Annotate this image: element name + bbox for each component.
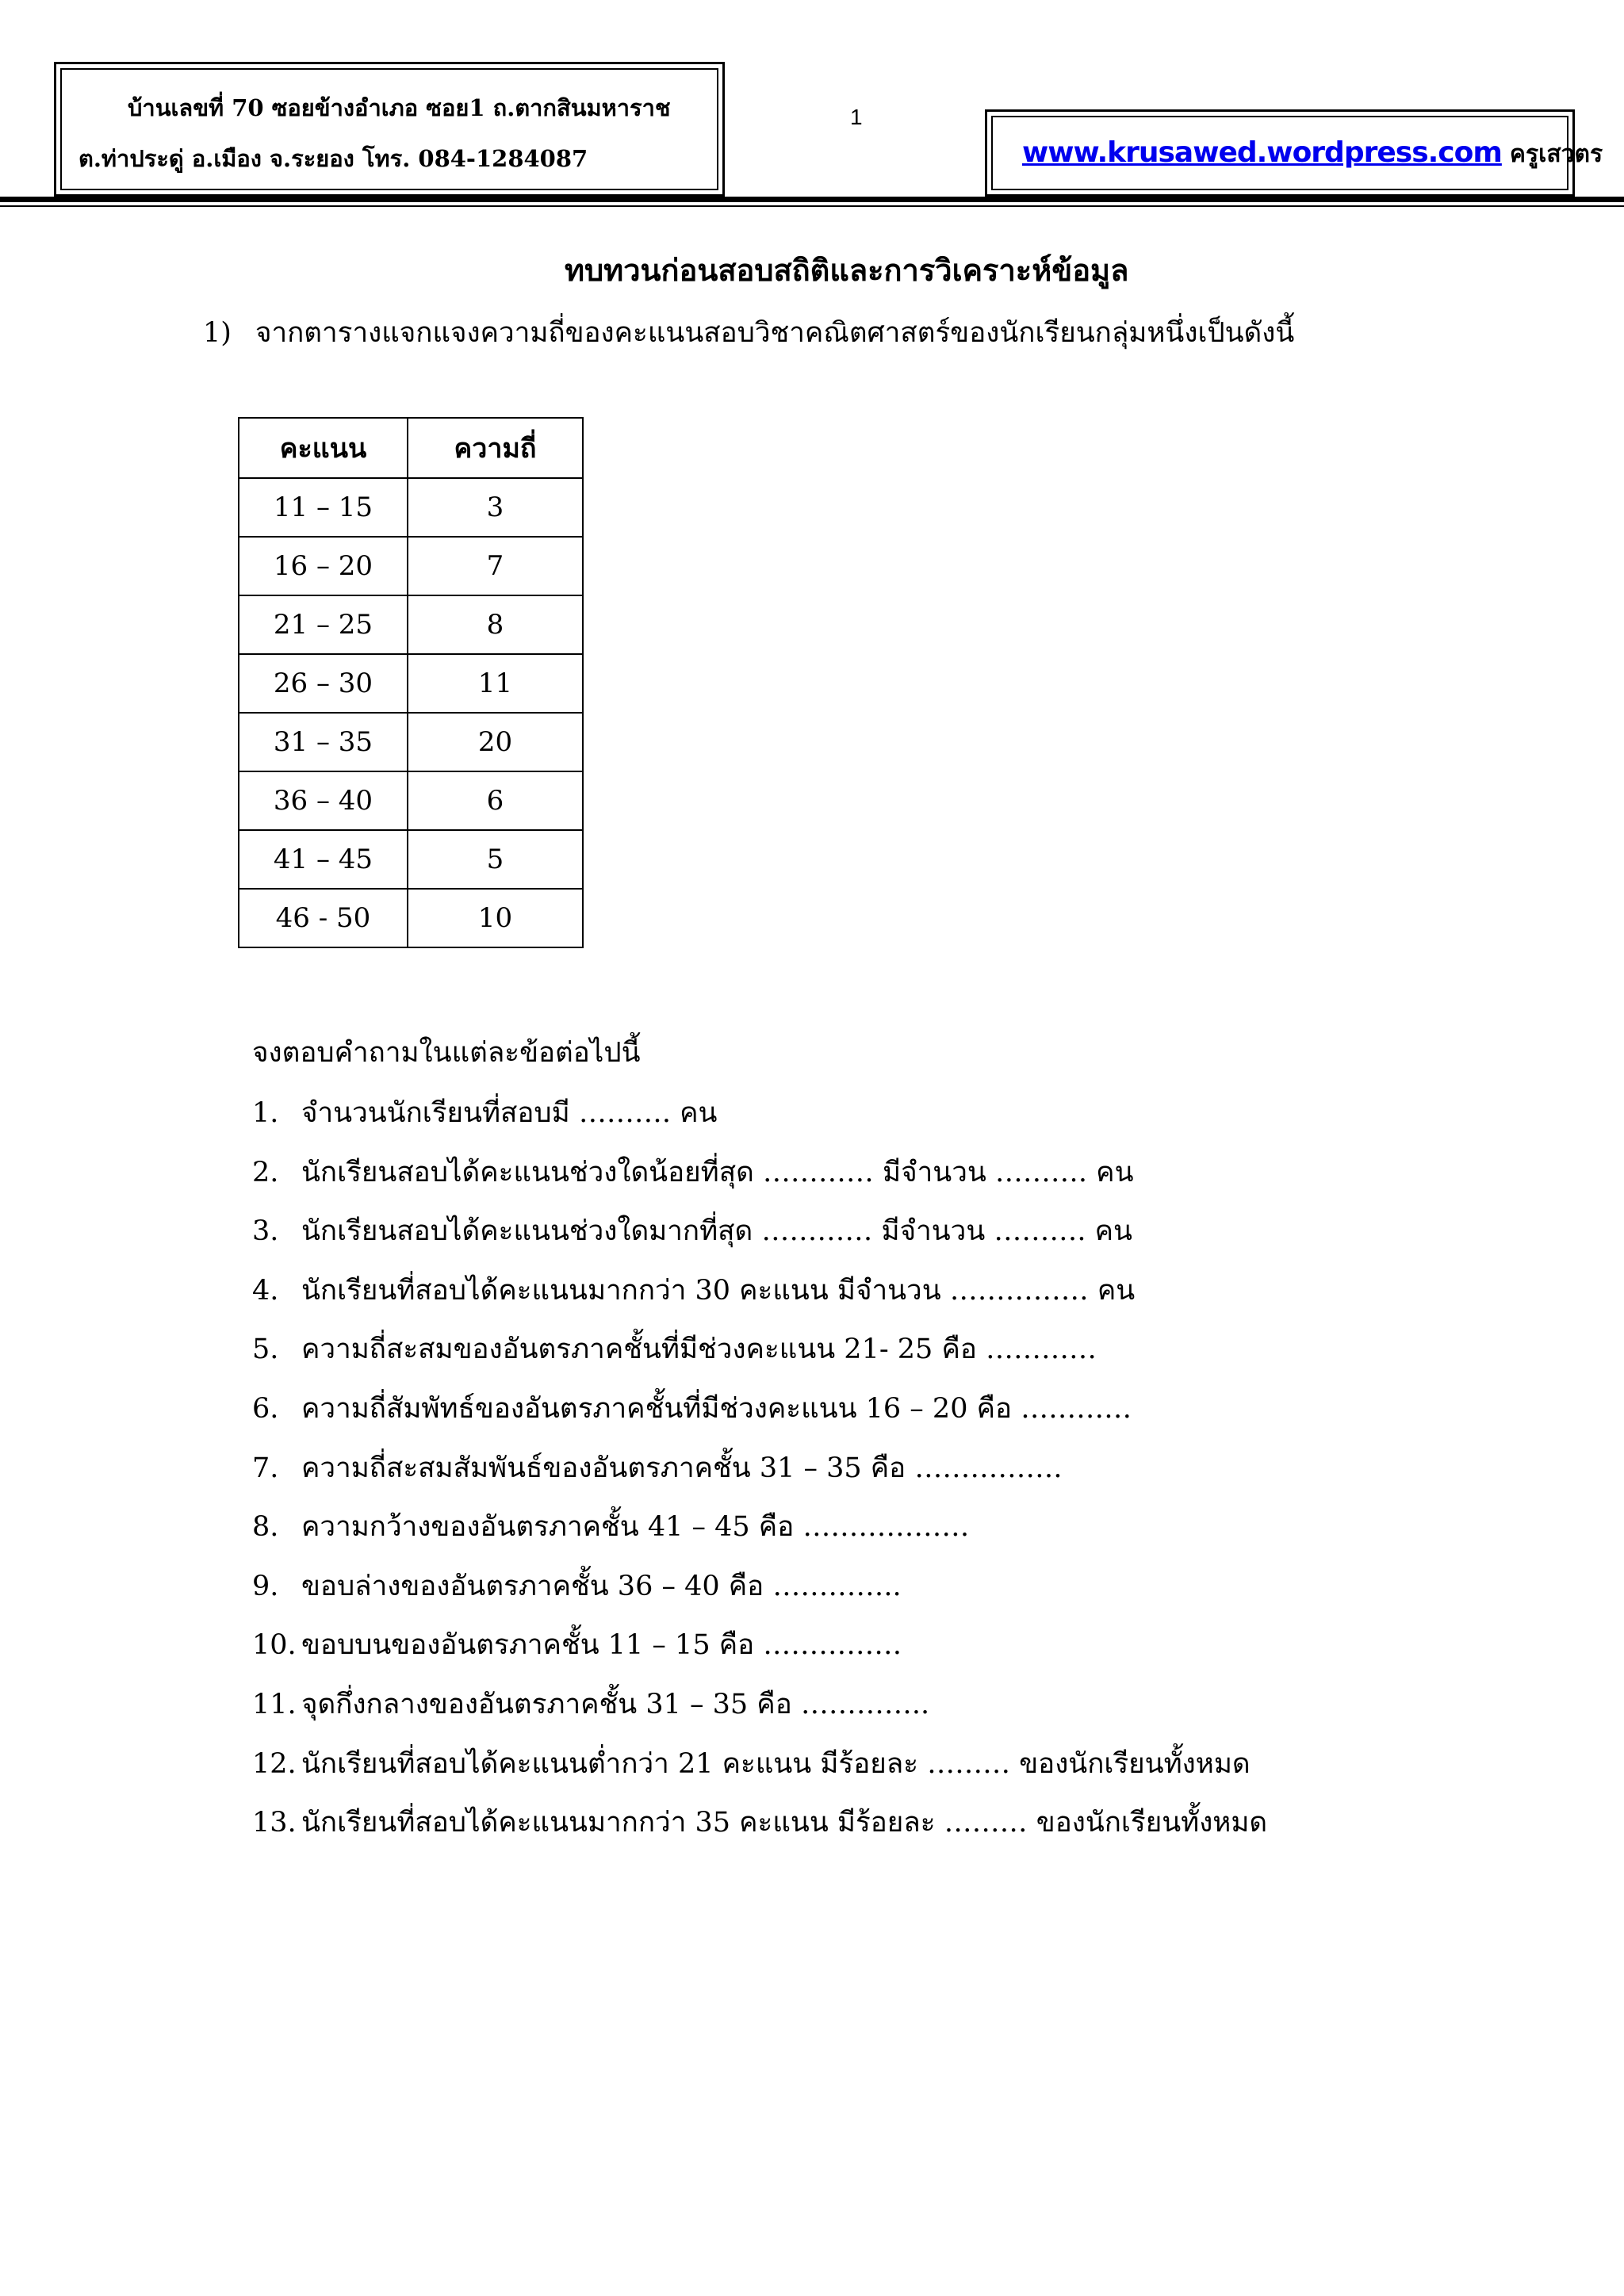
table-row: [239, 595, 583, 654]
frequency-cell: 8: [408, 595, 583, 654]
question-item: [252, 1089, 1267, 1149]
table-row: [239, 537, 583, 595]
frequency-cell: 3: [408, 478, 583, 537]
website-box: [985, 109, 1603, 197]
question-text: ขอบล่างของอันตรภาคชั้น 36 – 40 คือ …………..: [301, 1570, 902, 1602]
table-row: [239, 478, 583, 537]
question-item: [252, 1267, 1267, 1326]
question-text: ความถี่สัมพัทธ์ของอันตรภาคชั้นที่มีช่วงคะแนน 16 – 20 คือ …………: [301, 1392, 1132, 1425]
question-item: [252, 1799, 1267, 1858]
table-row: [239, 713, 583, 771]
question-number: 3.: [252, 1215, 279, 1248]
question-item: [252, 1149, 1267, 1208]
score-range-cell: 21 – 25: [239, 595, 408, 654]
question-list: [252, 1089, 1267, 1858]
page-title: ทบทวนก่อนสอบสถิติและการวิเคราะห์ข้อมูล: [565, 252, 1129, 288]
score-range-cell: 41 – 45: [239, 830, 408, 889]
author-name: ครูเสวตร: [1509, 140, 1603, 168]
question-item: [252, 1563, 1267, 1622]
frequency-cell: 10: [408, 889, 583, 947]
intro-text: จากตารางแจกแจงความถี่ของคะแนนสอบวิชาคณิตศาสตร์ของนักเรียนกลุ่มหนึ่งเป็นดังนี้: [255, 317, 1295, 349]
question-item: [252, 1445, 1267, 1504]
question-text: นักเรียนที่สอบได้คะแนนมากกว่า 35 คะแนน มีร้อยละ ……… ของนักเรียนทั้งหมด: [301, 1807, 1268, 1839]
question-text: จุดกึ่งกลางของอันตรภาคชั้น 31 – 35 คือ …………..: [301, 1688, 930, 1720]
score-range-cell: 46 - 50: [239, 889, 408, 947]
intro-number: 1): [203, 317, 232, 349]
question-number: 10.: [252, 1629, 297, 1662]
question-item: [252, 1681, 1267, 1740]
score-range-cell: 36 – 40: [239, 771, 408, 830]
question-item: [252, 1326, 1267, 1385]
table-row: [239, 830, 583, 889]
table-header-row: [239, 418, 583, 478]
question-number: 5.: [252, 1334, 279, 1366]
question-number: 13.: [252, 1807, 297, 1839]
question-text: ขอบบนของอันตรภาคชั้น 11 – 15 คือ ……………: [301, 1629, 902, 1662]
question-number: 4.: [252, 1274, 279, 1307]
table-row: [239, 654, 583, 713]
question-text: นักเรียนสอบได้คะแนนช่วงใดมากที่สุด ………… มีจำนวน ………. คน: [301, 1215, 1132, 1248]
question-number: 1.: [252, 1097, 279, 1129]
table-row: [239, 771, 583, 830]
question-text: นักเรียนที่สอบได้คะแนนต่ำกว่า 21 คะแนน มีร้อยละ ……… ของนักเรียนทั้งหมด: [301, 1747, 1251, 1780]
address-line-1: บ้านเลขที่ 70 ซอยข้างอำเภอ ซอย1 ถ.ตากสินมหาราช: [128, 94, 671, 121]
score-range-cell: 31 – 35: [239, 713, 408, 771]
frequency-cell: 5: [408, 830, 583, 889]
frequency-cell: 6: [408, 771, 583, 830]
score-range-cell: 16 – 20: [239, 537, 408, 595]
question-number: 9.: [252, 1570, 279, 1602]
question-text: ความถี่สะสมของอันตรภาคชั้นที่มีช่วงคะแนน 21- 25 คือ …………: [301, 1334, 1097, 1366]
question-number: 2.: [252, 1156, 279, 1188]
question-item: [252, 1503, 1267, 1563]
question-text: นักเรียนสอบได้คะแนนช่วงใดน้อยที่สุด ………… มีจำนวน ………. คน: [301, 1156, 1134, 1188]
question-text: ความถี่สะสมสัมพันธ์ของอันตรภาคชั้น 31 – 35 คือ …………….: [301, 1452, 1063, 1484]
frequency-cell: 20: [408, 713, 583, 771]
frequency-cell: 11: [408, 654, 583, 713]
question-number: 12.: [252, 1747, 297, 1780]
question-number: 11.: [252, 1688, 297, 1720]
header-frequency: ความถี่: [408, 418, 583, 478]
frequency-table: [238, 417, 584, 948]
question-item: [252, 1740, 1267, 1800]
table-row: [239, 889, 583, 947]
intro-question: [203, 311, 1294, 354]
page-number: 1: [850, 105, 863, 129]
instruction-text: จงตอบคำถามในแต่ละข้อต่อไปนี้: [252, 1037, 641, 1069]
header-score: คะแนน: [239, 418, 408, 478]
frequency-cell: 7: [408, 537, 583, 595]
address-box: [54, 62, 725, 197]
question-text: นักเรียนที่สอบได้คะแนนมากกว่า 30 คะแนน มีจำนวน …………… คน: [301, 1274, 1136, 1307]
question-item: [252, 1385, 1267, 1445]
score-range-cell: 11 – 15: [239, 478, 408, 537]
website-content: [1022, 136, 1603, 173]
question-item: [252, 1621, 1267, 1681]
question-text: จำนวนนักเรียนที่สอบมี ………. คน: [301, 1097, 718, 1129]
question-number: 8.: [252, 1511, 279, 1544]
question-number: 7.: [252, 1452, 279, 1484]
question-item: [252, 1207, 1267, 1267]
address-line-2: ต.ท่าประดู่ อ.เมือง จ.ระยอง โทร. 084-1284087: [79, 145, 588, 172]
website-link[interactable]: www.krusawed.wordpress.com: [1022, 136, 1502, 169]
question-number: 6.: [252, 1392, 279, 1425]
header-rule-thin: [0, 205, 1624, 207]
question-text: ความกว้างของอันตรภาคชั้น 41 – 45 คือ ………………: [301, 1511, 970, 1544]
score-range-cell: 26 – 30: [239, 654, 408, 713]
header-rule-thick: [0, 197, 1624, 202]
